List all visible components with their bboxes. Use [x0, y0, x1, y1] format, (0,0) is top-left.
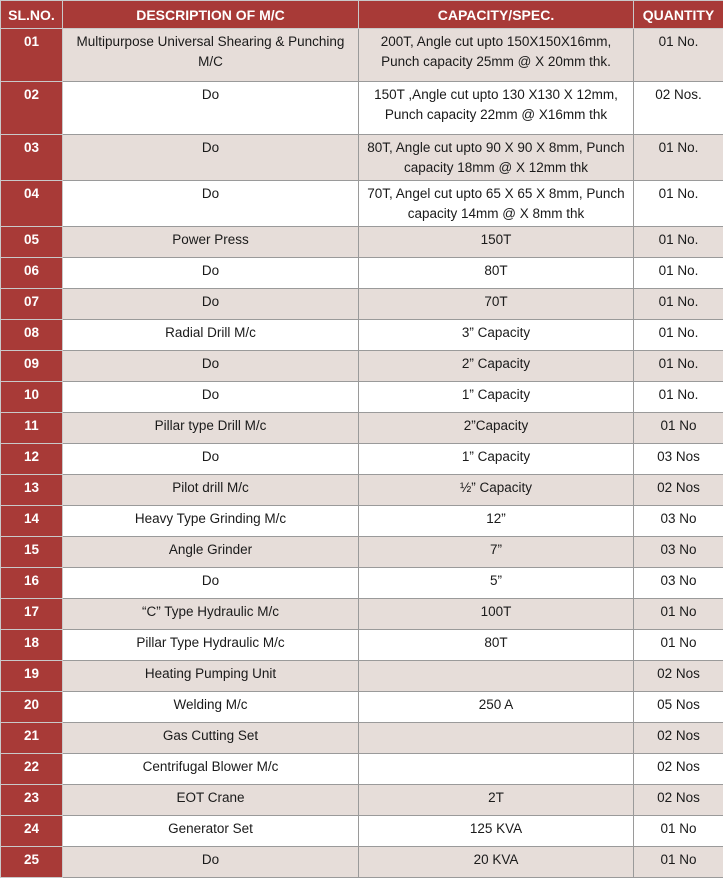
sl-no-cell: 21 — [1, 723, 63, 754]
capacity-cell: 2T — [359, 785, 634, 816]
sl-no-cell: 09 — [1, 351, 63, 382]
header-quantity: QUANTITY — [634, 1, 723, 29]
capacity-cell: 70T, Angel cut upto 65 X 65 X 8mm, Punch capacity 14mm @ X 8mm thk — [359, 181, 634, 227]
sl-no-cell: 04 — [1, 181, 63, 227]
description-cell: Heavy Type Grinding M/c — [63, 506, 359, 537]
capacity-cell: 80T — [359, 630, 634, 661]
table-row — [1, 816, 723, 847]
capacity-cell: 5” — [359, 568, 634, 599]
table-row — [1, 537, 723, 568]
sl-no-cell: 25 — [1, 847, 63, 878]
description-cell: Do — [63, 444, 359, 475]
table-row — [1, 82, 723, 135]
description-cell: Do — [63, 351, 359, 382]
quantity-cell: 05 Nos — [634, 692, 723, 723]
table-row — [1, 382, 723, 413]
description-cell: Pillar type Drill M/c — [63, 413, 359, 444]
capacity-cell: 7” — [359, 537, 634, 568]
capacity-cell: 1” Capacity — [359, 444, 634, 475]
header-description: DESCRIPTION OF M/C — [63, 1, 359, 29]
table-row — [1, 754, 723, 785]
table-row — [1, 29, 723, 82]
quantity-cell: 02 Nos — [634, 723, 723, 754]
table-body — [1, 29, 723, 878]
sl-no-cell: 06 — [1, 258, 63, 289]
sl-no-cell: 12 — [1, 444, 63, 475]
description-cell: Do — [63, 568, 359, 599]
description-cell: EOT Crane — [63, 785, 359, 816]
quantity-cell: 01 No. — [634, 320, 723, 351]
quantity-cell: 01 No. — [634, 351, 723, 382]
description-cell: Do — [63, 181, 359, 227]
quantity-cell: 03 No — [634, 506, 723, 537]
capacity-cell: 250 A — [359, 692, 634, 723]
quantity-cell: 03 Nos — [634, 444, 723, 475]
capacity-cell: 100T — [359, 599, 634, 630]
description-cell: Do — [63, 258, 359, 289]
table-row — [1, 630, 723, 661]
description-cell: Centrifugal Blower M/c — [63, 754, 359, 785]
sl-no-cell: 19 — [1, 661, 63, 692]
capacity-cell: 80T — [359, 258, 634, 289]
table-row — [1, 135, 723, 181]
description-cell: Pilot drill M/c — [63, 475, 359, 506]
sl-no-cell: 22 — [1, 754, 63, 785]
quantity-cell: 01 No — [634, 630, 723, 661]
sl-no-cell: 17 — [1, 599, 63, 630]
capacity-cell — [359, 723, 634, 754]
quantity-cell: 03 No — [634, 568, 723, 599]
description-cell: Power Press — [63, 227, 359, 258]
capacity-cell: 150T — [359, 227, 634, 258]
sl-no-cell: 18 — [1, 630, 63, 661]
sl-no-cell: 20 — [1, 692, 63, 723]
table-row — [1, 661, 723, 692]
quantity-cell: 01 No. — [634, 135, 723, 181]
description-cell: Do — [63, 847, 359, 878]
quantity-cell: 01 No — [634, 847, 723, 878]
sl-no-cell: 01 — [1, 29, 63, 82]
sl-no-cell: 16 — [1, 568, 63, 599]
capacity-cell: ½” Capacity — [359, 475, 634, 506]
table-row — [1, 289, 723, 320]
description-cell: Heating Pumping Unit — [63, 661, 359, 692]
sl-no-cell: 05 — [1, 227, 63, 258]
quantity-cell: 02 Nos — [634, 754, 723, 785]
capacity-cell: 150T ,Angle cut upto 130 X130 X 12mm, Punch capacity 22mm @ X16mm thk — [359, 82, 634, 135]
description-cell: Generator Set — [63, 816, 359, 847]
sl-no-cell: 24 — [1, 816, 63, 847]
sl-no-cell: 13 — [1, 475, 63, 506]
capacity-cell: 1” Capacity — [359, 382, 634, 413]
description-cell: “C” Type Hydraulic M/c — [63, 599, 359, 630]
table-row — [1, 568, 723, 599]
description-cell: Angle Grinder — [63, 537, 359, 568]
quantity-cell: 01 No. — [634, 258, 723, 289]
quantity-cell: 02 Nos — [634, 661, 723, 692]
quantity-cell: 01 No. — [634, 181, 723, 227]
description-cell: Gas Cutting Set — [63, 723, 359, 754]
quantity-cell: 02 Nos. — [634, 82, 723, 135]
capacity-cell: 2”Capacity — [359, 413, 634, 444]
capacity-cell: 20 KVA — [359, 847, 634, 878]
capacity-cell: 12” — [359, 506, 634, 537]
capacity-cell — [359, 754, 634, 785]
capacity-cell: 70T — [359, 289, 634, 320]
description-cell: Do — [63, 289, 359, 320]
quantity-cell: 01 No. — [634, 29, 723, 82]
sl-no-cell: 08 — [1, 320, 63, 351]
table-row — [1, 227, 723, 258]
table-row — [1, 444, 723, 475]
description-cell: Do — [63, 382, 359, 413]
capacity-cell: 200T, Angle cut upto 150X150X16mm, Punch capacity 25mm @ X 20mm thk. — [359, 29, 634, 82]
table-row — [1, 723, 723, 754]
capacity-cell: 2” Capacity — [359, 351, 634, 382]
capacity-cell: 3” Capacity — [359, 320, 634, 351]
table-row — [1, 475, 723, 506]
quantity-cell: 01 No — [634, 816, 723, 847]
capacity-cell: 125 KVA — [359, 816, 634, 847]
table-row — [1, 506, 723, 537]
table-row — [1, 413, 723, 444]
sl-no-cell: 07 — [1, 289, 63, 320]
description-cell: Welding M/c — [63, 692, 359, 723]
header-capacity: CAPACITY/SPEC. — [359, 1, 634, 29]
table-row — [1, 351, 723, 382]
table-row — [1, 785, 723, 816]
description-cell: Do — [63, 135, 359, 181]
header-sl-no: SL.NO. — [1, 1, 63, 29]
sl-no-cell: 10 — [1, 382, 63, 413]
table-row — [1, 599, 723, 630]
table-row — [1, 320, 723, 351]
sl-no-cell: 02 — [1, 82, 63, 135]
quantity-cell: 02 Nos — [634, 475, 723, 506]
sl-no-cell: 11 — [1, 413, 63, 444]
description-cell: Pillar Type Hydraulic M/c — [63, 630, 359, 661]
sl-no-cell: 14 — [1, 506, 63, 537]
table-row — [1, 181, 723, 227]
quantity-cell: 01 No — [634, 599, 723, 630]
quantity-cell: 03 No — [634, 537, 723, 568]
quantity-cell: 01 No. — [634, 227, 723, 258]
quantity-cell: 01 No. — [634, 382, 723, 413]
header-row — [1, 1, 723, 29]
sl-no-cell: 03 — [1, 135, 63, 181]
description-cell: Multipurpose Universal Shearing & Punching M/C — [63, 29, 359, 82]
sl-no-cell: 23 — [1, 785, 63, 816]
sl-no-cell: 15 — [1, 537, 63, 568]
quantity-cell: 01 No. — [634, 289, 723, 320]
capacity-cell: 80T, Angle cut upto 90 X 90 X 8mm, Punch capacity 18mm @ X 12mm thk — [359, 135, 634, 181]
table-row — [1, 847, 723, 878]
description-cell: Radial Drill M/c — [63, 320, 359, 351]
description-cell: Do — [63, 82, 359, 135]
quantity-cell: 02 Nos — [634, 785, 723, 816]
table-row — [1, 692, 723, 723]
quantity-cell: 01 No — [634, 413, 723, 444]
table-row — [1, 258, 723, 289]
capacity-cell — [359, 661, 634, 692]
